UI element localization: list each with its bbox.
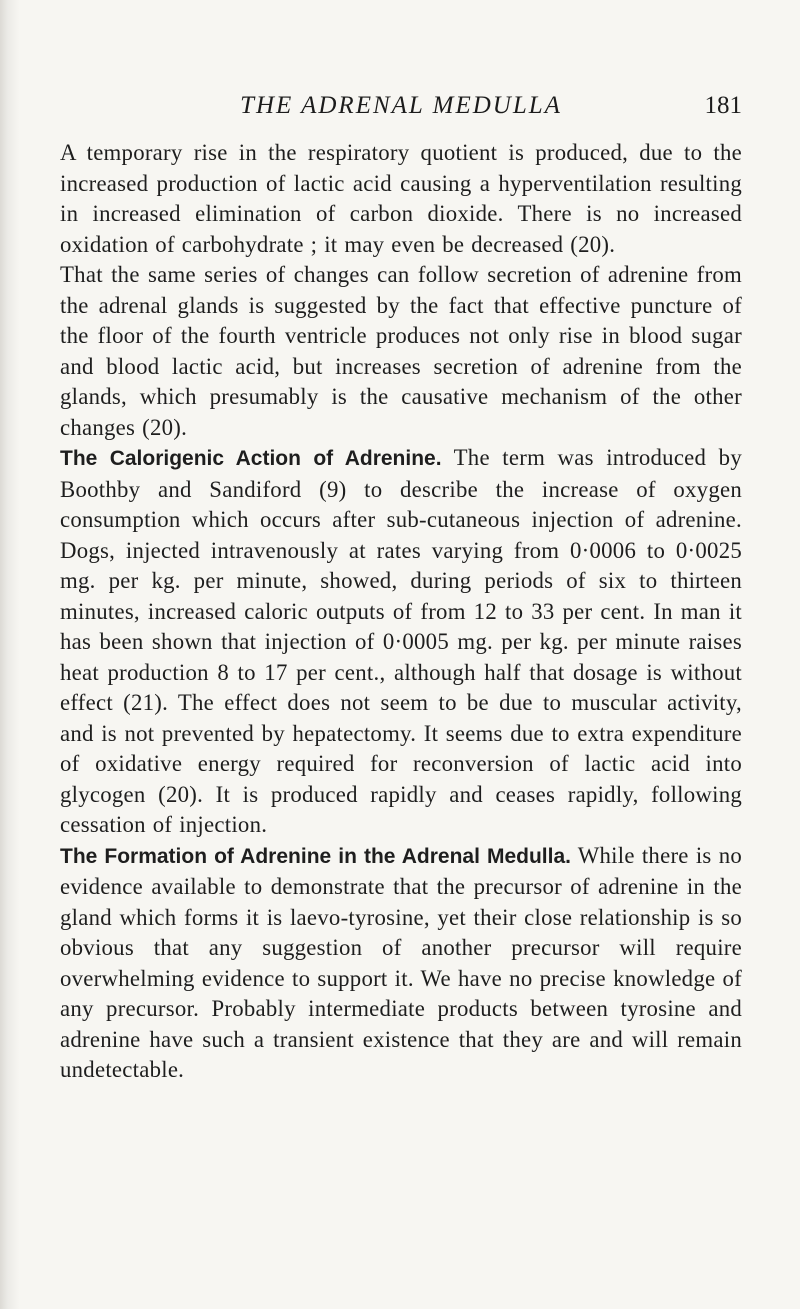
body-text xyxy=(60,138,742,1086)
section-heading-calorigenic-action: The Calorigenic Action of Adrenine. xyxy=(60,447,442,470)
paragraph-text: That the same series of changes can follow secretion of adrenine from the adrenal glands is suggested by the fact that effective puncture of the floor of the fourth ventricle produces not only rise in blood sugar and blood lactic acid, but increases secretion of adrenine from the glands, which presumably is the causative mechanism of the other changes (20). xyxy=(60,262,742,440)
page-edge-shadow xyxy=(0,0,20,1309)
section-heading-formation-of-adrenine: The Formation of Adrenine in the Adrenal Medulla. xyxy=(60,844,571,868)
running-head xyxy=(60,88,742,124)
paragraph-text: The term was introduced by Boothby and Sandiford (9) to describe the increase of oxygen consumption which occurs after sub-cutaneous injection of adrenine. Dogs, injected intravenously at rates varying from 0·0006 to 0·0025 mg. per kg. per minute, showed, during periods of six to thirteen minutes, increased caloric outputs of from 12 to 33 per cent. In man it has been shown that injection of 0·0005 mg. per kg. per minute raises heat production 8 to 17 per cent., although half that dosage is without effect (21). The effect does not seem to be due to muscular activity, and is not prevented by hepatectomy. It seems due to extra expenditure of oxidative energy required for reconversion of lactic acid into glycogen (20). It is produced rapidly and ceases rapidly, following cessation of injection. xyxy=(60,445,742,837)
paragraph xyxy=(60,260,742,443)
paragraph-text: While there is no evidence available to demonstrate that the precursor of adrenine in the gland which forms it is laevo-tyrosine, yet their close relationship is so obvious that any suggestion of another precursor will require overwhelming evidence to support it. We have no precise knowledge of any precursor. Probably intermediate products between tyrosine and adrenine have such a transient existence that they are and will remain undetectable. xyxy=(60,842,742,1082)
paragraph xyxy=(60,138,742,260)
paragraph xyxy=(60,841,742,1086)
paragraph xyxy=(60,443,742,841)
running-head-title: THE ADRENAL MEDULLA xyxy=(240,92,562,119)
page-number: 181 xyxy=(704,92,742,119)
paragraph-text: A temporary rise in the respiratory quotient is produced, due to the increased production of lactic acid causing a hyperventilation resulting in increased elimination of carbon dioxide. There is no increased oxidation of carbohydrate ; it may even be decreased (20). xyxy=(60,140,742,257)
